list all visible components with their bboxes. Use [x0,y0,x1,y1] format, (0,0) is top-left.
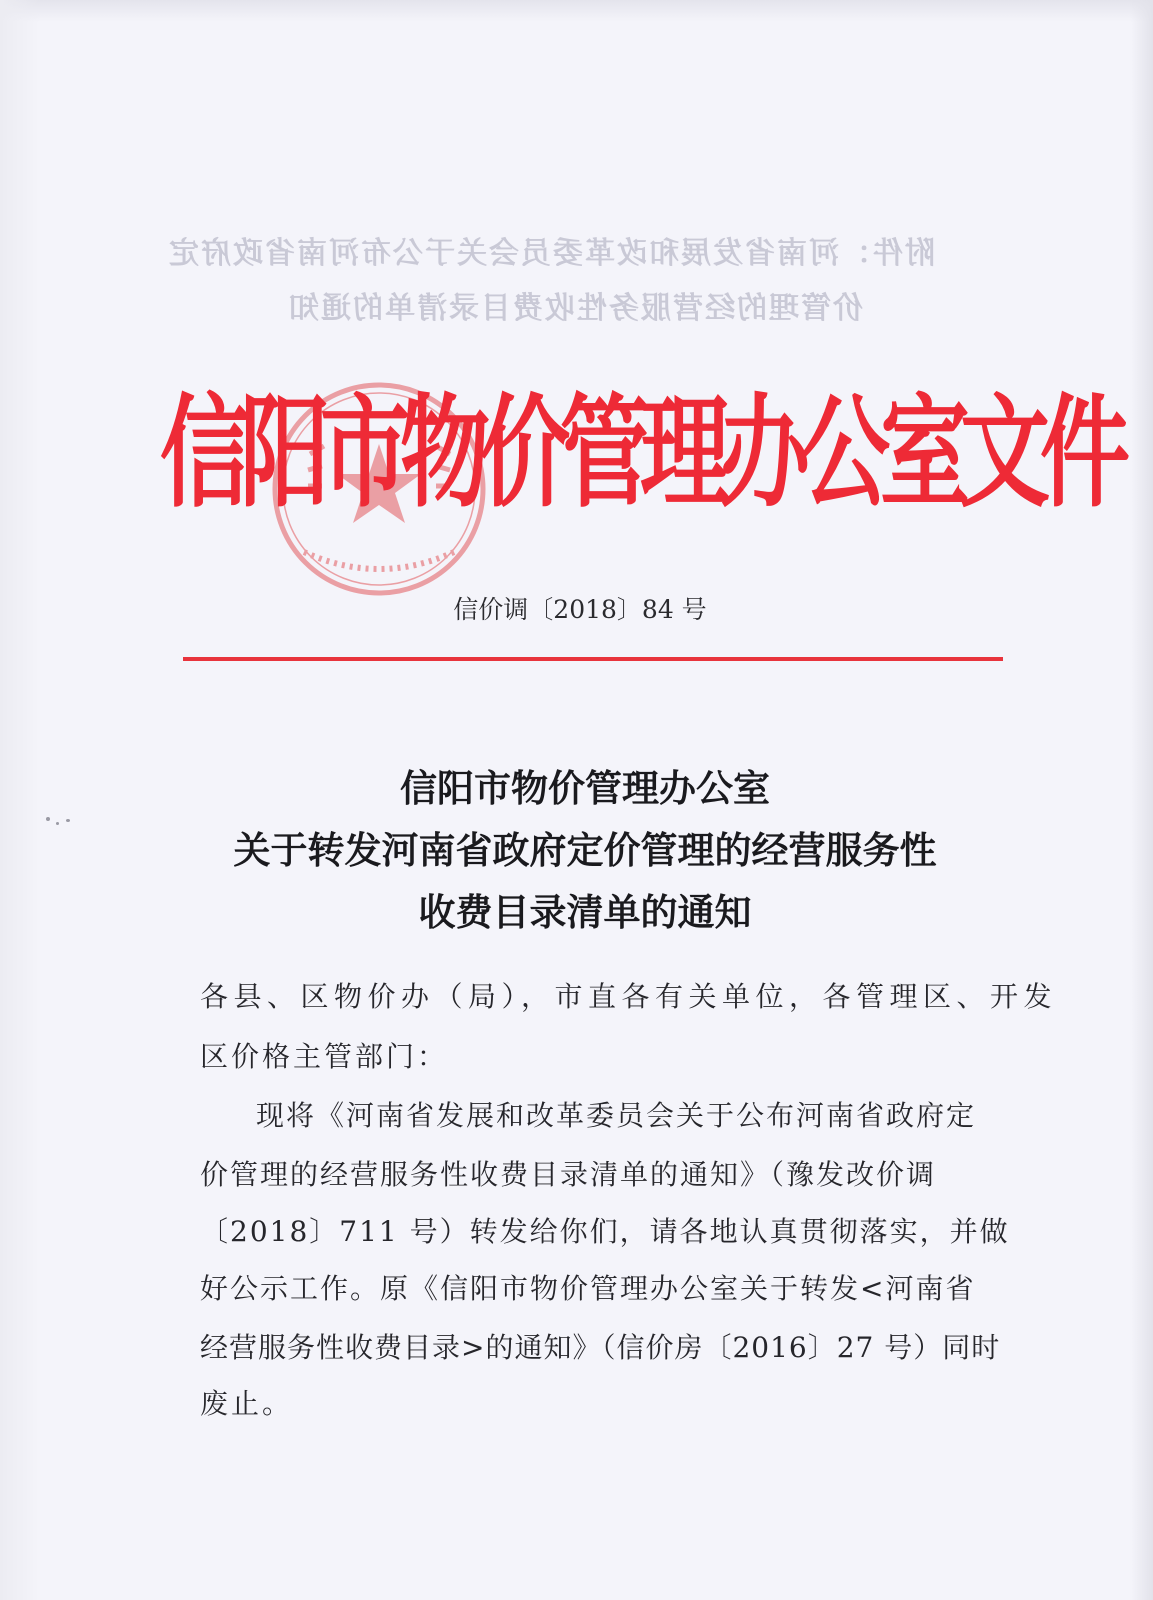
bleed-through-text: 价管理的经营服务性收费目录清单的通知 [287,291,863,326]
scan-speck [66,819,70,822]
scan-speck [46,817,50,821]
body-line: 〔2018〕711 号）转发给你们，请各地认真贯彻落实，并做 [200,1215,1010,1248]
scan-edge-left [0,0,40,1600]
scan-speck [56,822,59,825]
bleed-through-text: 附件：河南省发展和改革委员会关于公布河南省政府定 [167,236,935,271]
scan-edge-right [1131,0,1153,1600]
document-header-title: 信阳市物价管理办公室文件 [160,382,1120,525]
notice-title-line-3: 收费目录清单的通知 [418,890,752,934]
body-line: 现将《河南省发展和改革委员会关于公布河南省政府定 [256,1099,977,1132]
body-line: 好公示工作。原《信阳市物价管理办公室关于转发<河南省 [200,1272,976,1305]
notice-title-line-2: 关于转发河南省政府定价管理的经营服务性 [233,828,937,872]
body-line: 经营服务性收费目录>的通知》（信价房〔2016〕27 号）同时 [200,1331,1001,1364]
body-line: 价管理的经营服务性收费目录清单的通知》（豫发改价调 [200,1158,937,1191]
notice-title-line-1: 信阳市物价管理办公室 [400,766,770,810]
document-number: 信价调〔2018〕84 号 [453,595,707,624]
red-divider-line [183,657,1003,661]
body-line: 区价格主管部门： [200,1040,449,1073]
body-line: 废止。 [200,1387,294,1420]
scan-edge-top [0,0,1153,22]
body-line: 各县、区物价办（局），市直各有关单位，各管理区、开发 [200,980,1058,1013]
